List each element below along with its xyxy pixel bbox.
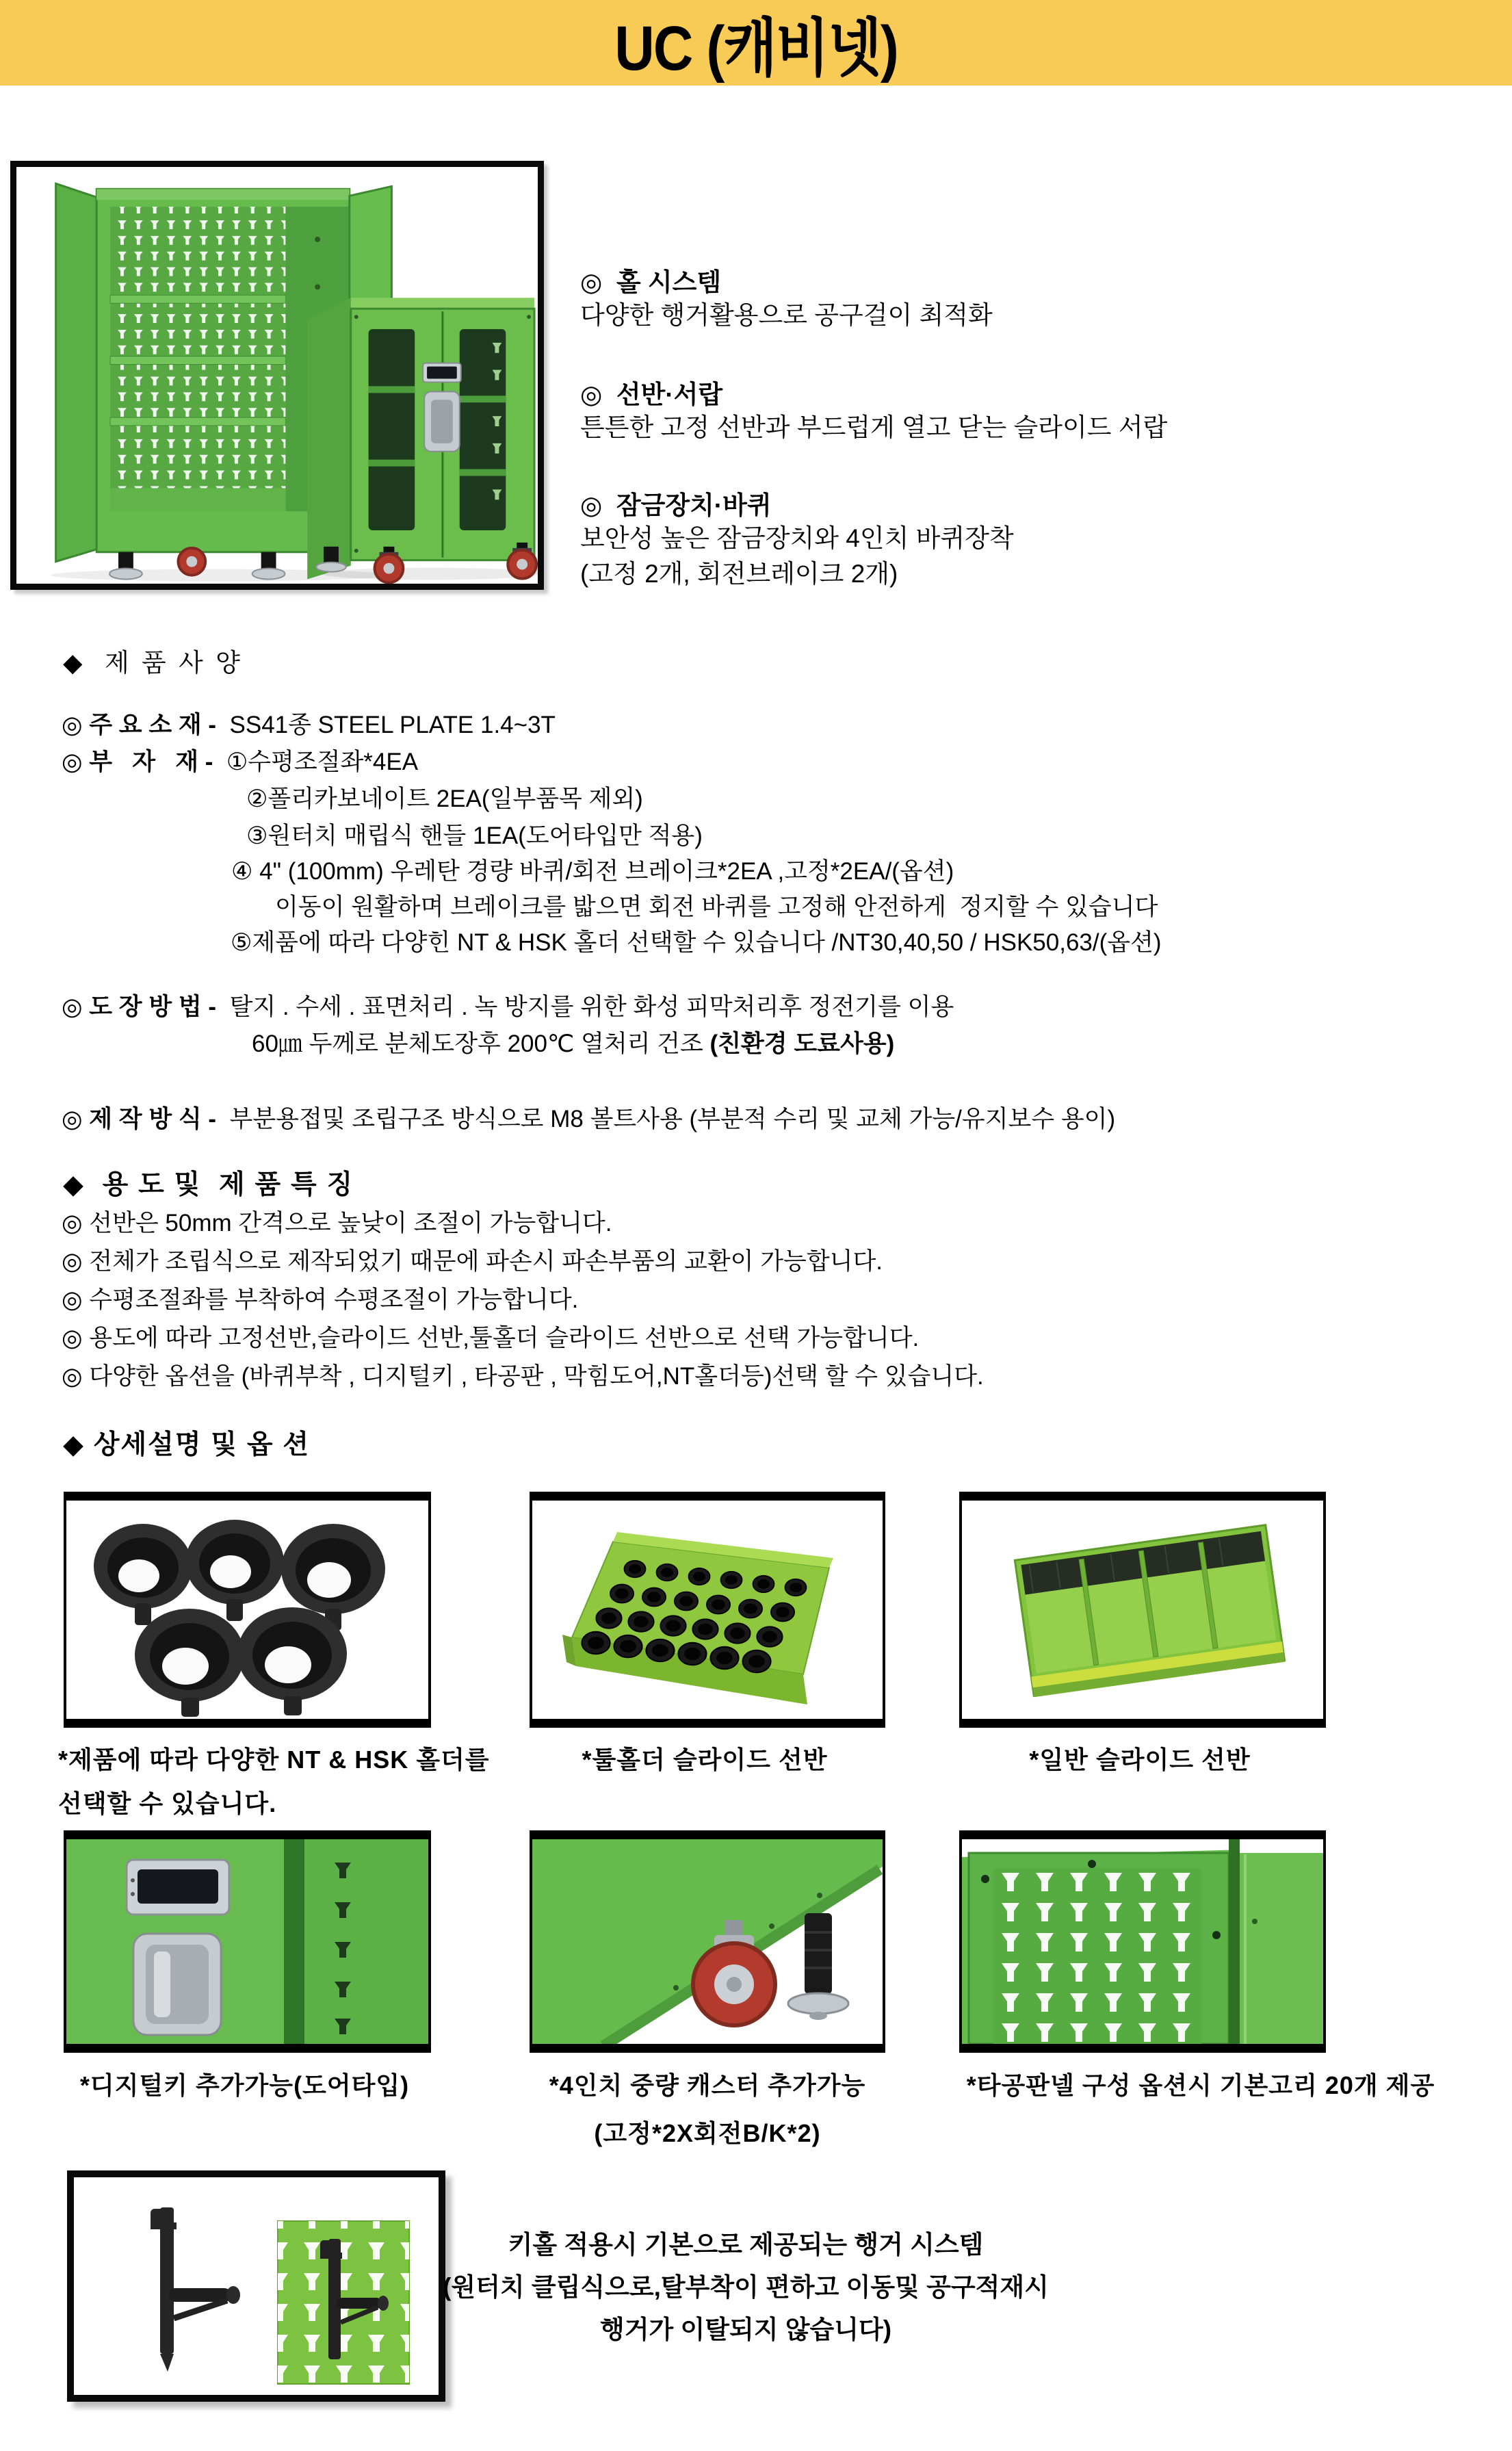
spec-coating-label: ◎ 도 장 방 법 - — [62, 994, 230, 1020]
spec-material-line — [62, 710, 556, 740]
usage-item-5: ◎ 다양한 옵션을 (바퀴부착 , 디지털키 , 타공판 , 막힘도어,NT홀더등)선택 할 수 있습니다. — [62, 1363, 984, 1390]
spec-parts-item-4-note: 이동이 원활하며 브레이크를 밟으면 회전 바퀴를 고정해 안전하게 정지할 수 있습니다 — [275, 894, 1158, 920]
section-title-usage: ◆ 용 도 및 제 품 특 징 — [63, 1170, 354, 1199]
option-card-nt-holders — [64, 1492, 431, 1728]
hanger-hook-left — [151, 2207, 240, 2372]
small-cabinet-illustration — [307, 298, 538, 582]
caption-pegboard: *타공판넬 구성 옵션시 기본고리 20개 제공 — [966, 2071, 1435, 2099]
caption-caster-line-2: (고정*2X회전B/K*2) — [594, 2119, 821, 2147]
caster-image — [532, 1839, 883, 2044]
toolholder-shelf-image — [532, 1501, 883, 1719]
digital-lock-image — [66, 1839, 428, 2044]
hanger-line-1: 키홀 적용시 기본으로 제공되는 행거 시스템 — [508, 2231, 984, 2259]
product-photo-box — [10, 161, 544, 590]
spec-parts-item-2: ②폴리카보네이트 2EA(일부품목 제외) — [246, 786, 643, 812]
option-card-digitalkey — [64, 1830, 431, 2053]
option-card-general-shelf — [959, 1492, 1326, 1728]
spec-coating-value-2: 60㎛ 두께로 분체도장후 200℃ 열처리 건조 — [252, 1030, 710, 1057]
spec-material-value: SS41종 STEEL PLATE 1.4~3T — [229, 712, 556, 738]
caption-digitalkey: *디지털키 추가가능(도어타입) — [79, 2071, 410, 2099]
hanger-line-3: 행거가 이탈되지 않습니다) — [599, 2316, 892, 2344]
spec-parts-item-1: ①수평조절좌*4EA — [226, 749, 419, 775]
spec-parts-item-4: ④ 4" (100mm) 우레탄 경량 바퀴/회전 브레이크*2EA ,고정*2EA/(옵션) — [231, 858, 954, 885]
pegboard-image — [962, 1839, 1323, 2044]
page-title: UC (캐비넷) — [614, 13, 898, 83]
spec-build-label: ◎ 제 작 방 식 - — [62, 1106, 230, 1132]
caption-nt-line-2: 선택할 수 있습니다. — [58, 1789, 277, 1817]
section-title-options: ◆ 상세설명 및 옵 션 — [63, 1430, 311, 1460]
caption-nt-line-1: *제품에 따라 다양한 NT & HSK 홀더를 — [58, 1746, 490, 1774]
spec-coating-value-2-bold: (친환경 도료사용) — [709, 1030, 895, 1057]
spec-material-label: ◎ 주 요 소 재 - — [62, 712, 230, 738]
spec-coating-line-2 — [252, 1029, 894, 1059]
spec-coating-value-1: 탈지 . 수세 . 표면처리 . 녹 방지를 위한 화성 피막처리후 정전기를 이용 — [229, 994, 954, 1020]
spec-parts-label: ◎ 부 자 재 - — [62, 749, 226, 775]
slide-shelf-image — [962, 1501, 1323, 1719]
nt-hsk-holders-image — [66, 1501, 428, 1719]
caption-toolholder: *툴홀더 슬라이드 선반 — [582, 1746, 828, 1774]
feature-hole-heading: ◎ 홀 시스템 — [580, 268, 722, 296]
usage-item-1: ◎ 선반은 50mm 간격으로 높낮이 조절이 가능합니다. — [62, 1210, 612, 1236]
usage-item-4: ◎ 용도에 따라 고정선반,슬라이드 선반,툴홀더 슬라이드 선반으로 선택 가능합니다. — [62, 1325, 920, 1351]
header-bar — [0, 0, 1512, 86]
spec-parts-line — [62, 747, 418, 777]
section-title-specs: ◆ 제 품 사 양 — [63, 649, 243, 677]
spec-build-value: 부분용접및 조립구조 방식으로 M8 볼트사용 (부분적 수리 및 교체 가능/유지보수 용이) — [229, 1106, 1116, 1132]
feature-shelf-body: 튼튼한 고정 선반과 부드럽게 열고 닫는 슬라이드 서랍 — [580, 413, 1168, 441]
caption-general: *일반 슬라이드 선반 — [1029, 1746, 1251, 1774]
feature-shelf-heading: ◎ 선반·서랍 — [580, 380, 723, 408]
feature-lock-body-2: (고정 2개, 회전브레이크 2개) — [580, 560, 898, 588]
feature-lock-body-1: 보안성 높은 잠금장치와 4인치 바퀴장착 — [580, 524, 1014, 552]
hanger-line-2: (원터치 클립식으로,탈부착이 편하고 이동및 공구적재시 — [443, 2273, 1049, 2301]
feature-hole-body: 다양한 행거활용으로 공구걸이 최적화 — [580, 301, 993, 329]
spec-build-line — [62, 1104, 1115, 1134]
spec-parts-item-5: ⑤제품에 따라 다양힌 NT & HSK 홀더 선택할 수 있습니다 /NT30,40,50 / HSK50,63/(옵션) — [231, 929, 1162, 956]
option-card-pegboard — [959, 1830, 1326, 2053]
spec-coating-line — [62, 992, 954, 1022]
usage-item-2: ◎ 전체가 조립식으로 제작되었기 때문에 파손시 파손부품의 교환이 가능합니다. — [62, 1248, 883, 1275]
cabinet-photo-image — [16, 167, 538, 584]
option-card-toolholder — [530, 1492, 885, 1728]
feature-lock-heading: ◎ 잠금장치·바퀴 — [580, 491, 772, 519]
usage-item-3: ◎ 수평조절좌를 부착하여 수평조절이 가능합니다. — [62, 1286, 579, 1313]
option-card-caster — [530, 1830, 885, 2053]
caption-caster-line-1: *4인치 중량 캐스터 추가가능 — [549, 2071, 866, 2099]
spec-parts-item-3: ③원터치 매립식 핸들 1EA(도어타입만 적용) — [246, 822, 703, 849]
